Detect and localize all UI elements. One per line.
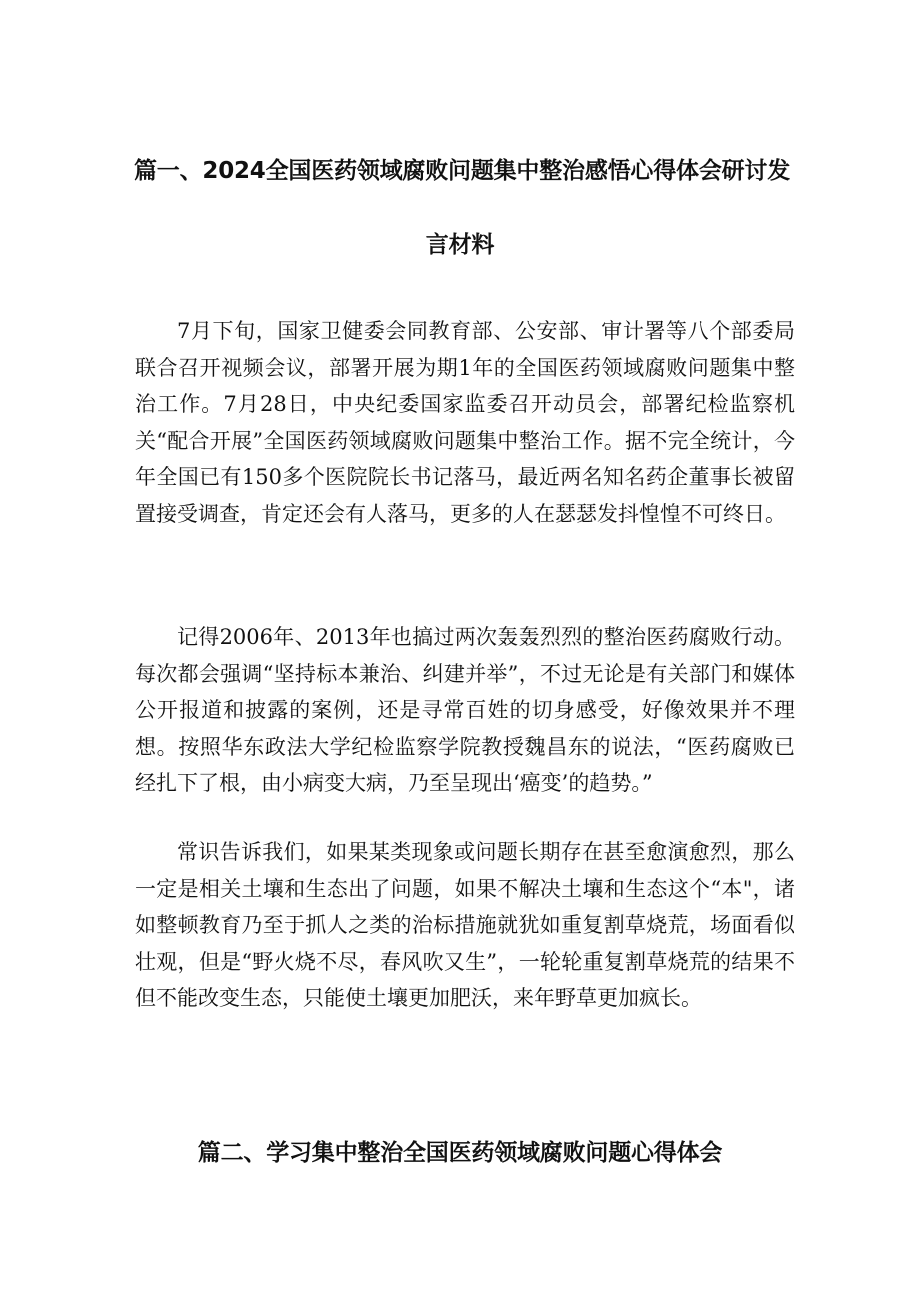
article-1-paragraph-1: 7月下旬，国家卫健委会同教育部、公安部、审计署等八个部委局联合召开视频会议，部署开展为期1年的全国医药领域腐败问题集中整治工作。7月28日，中央纪委国家监委召开动员会，部署纪检监察机关“配合开展”全国医药领域腐败问题集中整治工作。据不完全统计，今年全国已有150多个医院院长书记落马，最近两名知名药企董事长被留置接受调查，肯定还会有人落马，更多的人在瑟瑟发抖惶惶不可终日。: [135, 319, 795, 526]
article-1-paragraph-2: 记得2006年、2013年也搞过两次轰轰烈烈的整治医药腐败行动。每次都会强调“坚持标本兼治、纠建并举”，不过无论是有关部门和媒体公开报道和披露的案例，还是寻常百姓的切身感受，好像效果并不理想。按照华东政法大学纪检监察学院教授魏昌东的说法，“医药腐败已经扎下了根，由小病变大病，乃至呈现出‘癌变’的趋势。”: [135, 625, 795, 796]
article-1-title-line-2: 言材料: [425, 232, 495, 258]
article-1-paragraph-3-block: [135, 834, 795, 1017]
article-2-title: 篇二、学习集中整治全国医药领域腐败问题心得体会: [197, 1140, 723, 1166]
article-1-paragraph-1-block: [135, 313, 795, 533]
article-1-title-line-1: 篇一、2024全国医药领域腐败问题集中整治感悟心得体会研讨发: [134, 158, 791, 184]
article-1-paragraph-3: 常识告诉我们，如果某类现象或问题长期存在甚至愈演愈烈，那么一定是相关土壤和生态出了问题，如果不解决土壤和生态这个“本"，诸如整顿教育乃至于抓人之类的治标措施就犹如重复割草烧荒，场面看似壮观，但是“野火烧不尽，春风吹又生”，一轮轮重复割草烧荒的结果不但不能改变生态，只能使土壤更加肥沃，来年野草更加疯长。: [135, 840, 795, 1011]
article-1-paragraph-2-block: [135, 619, 795, 802]
